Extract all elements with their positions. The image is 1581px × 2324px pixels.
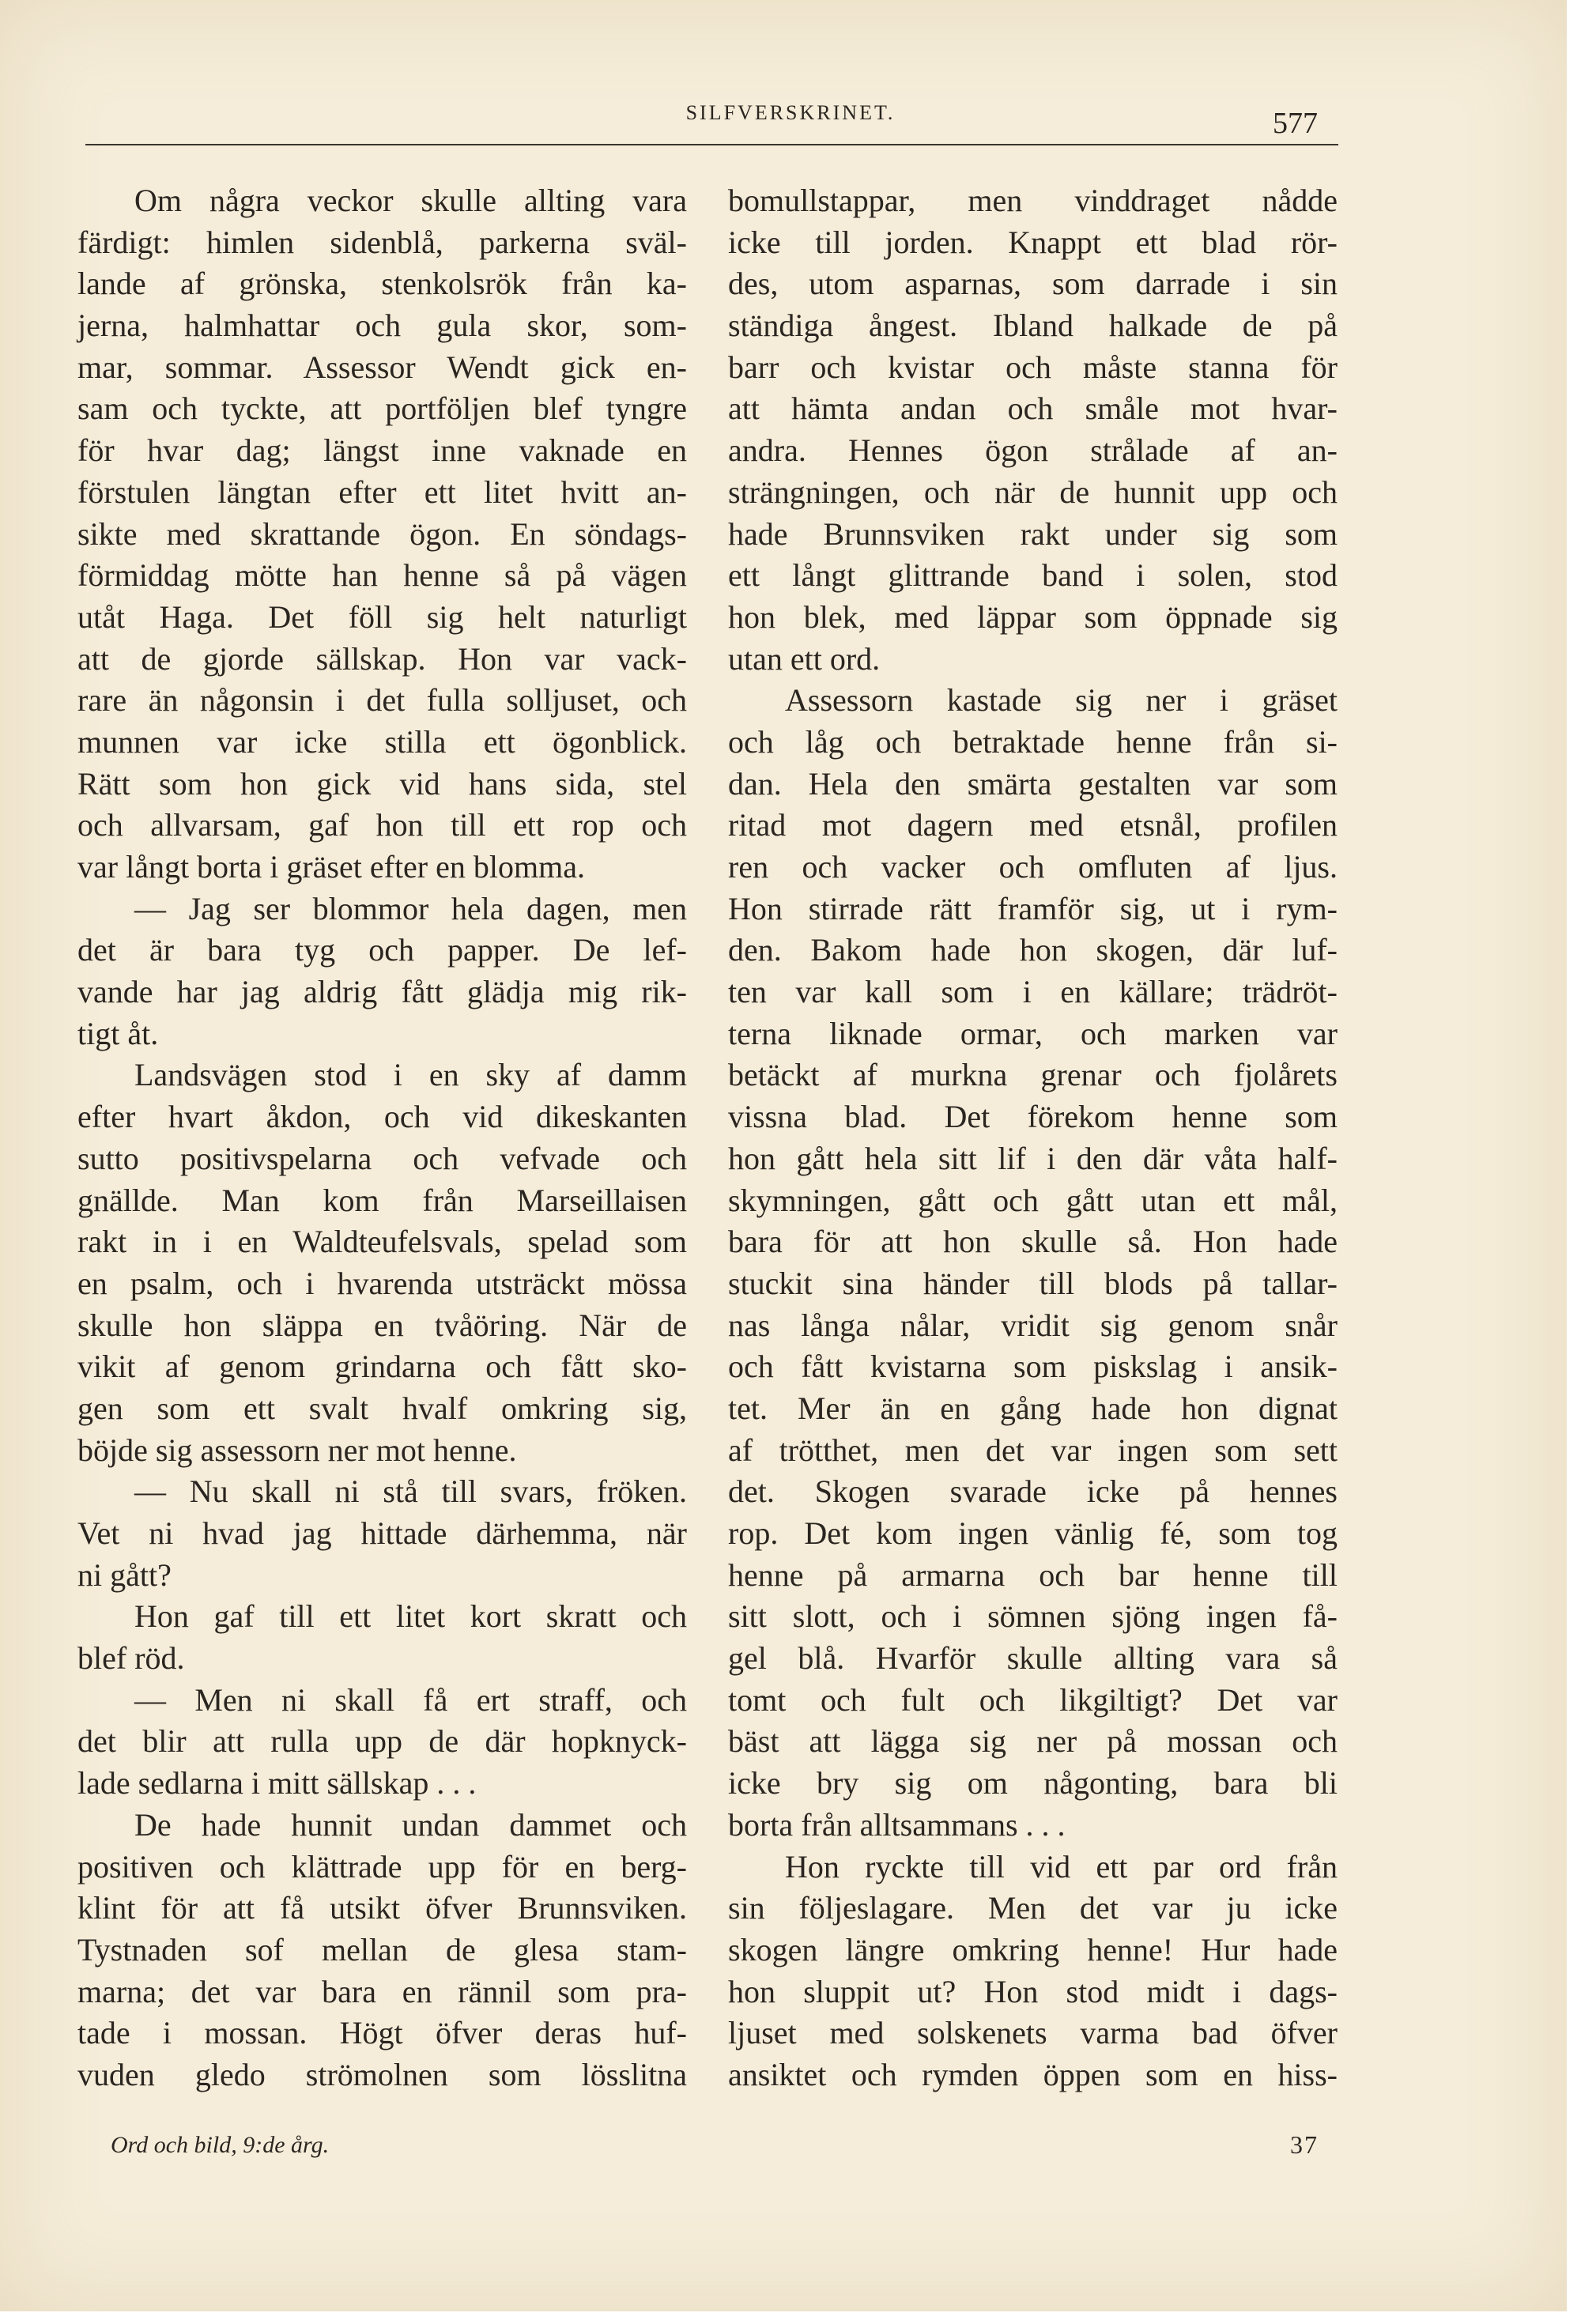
text-line: gen som ett svalt hvalf omkring sig, (77, 1390, 687, 1426)
text-line: hon blek, med läppar som öppnade sig (728, 598, 1338, 635)
text-line: den. Bakom hade hon skogen, där luf- (728, 932, 1338, 968)
text-line: bara för att hon skulle så. Hon hade (728, 1224, 1338, 1260)
text-line: sutto positivspelarna och vefvade och (77, 1140, 687, 1176)
text-line: gnällde. Man kom från Marseillaisen (77, 1182, 687, 1218)
footer-journal-signature: Ord och bild, 9:de årg. (111, 2132, 330, 2158)
text-line: betäckt af murkna grenar och fjolårets (728, 1057, 1338, 1093)
footer-sheet-number: 37 (1290, 2130, 1319, 2159)
text-line: strängningen, och när de hunnit upp och (728, 473, 1338, 510)
text-line: vuden gledo strömolnen som lösslitna (77, 2056, 687, 2092)
left-text-column (77, 180, 687, 2096)
text-line: ni gått? (77, 1556, 172, 1593)
text-line: — Men ni skall få ert straff, och (134, 1681, 687, 1718)
text-line: vande har jag aldrig fått glädja mig rik- (77, 974, 687, 1010)
text-line: Hon gaf till ett litet kort skratt och (134, 1598, 687, 1635)
text-line: tomt och fult och likgiltigt? Det var (728, 1681, 1338, 1718)
text-line: icke till jorden. Knappt ett blad rör- (728, 224, 1338, 260)
text-line: blef röd. (77, 1640, 185, 1677)
text-line: rakt in i en Waldteufelsvals, spelad som (77, 1224, 687, 1260)
right-text-column (728, 180, 1338, 2096)
text-line: det blir att rulla upp de där hopknyck- (77, 1723, 687, 1760)
text-line: sikte med skrattande ögon. En söndags- (77, 515, 687, 552)
text-line: borta från alltsammans . . . (728, 1806, 1066, 1843)
scan-margin-bottom (0, 2311, 1581, 2324)
text-line: — Nu skall ni stå till svars, fröken. (134, 1473, 687, 1510)
text-line: icke bry sig om någonting, bara bli (728, 1765, 1338, 1801)
header-rule (85, 144, 1338, 145)
text-line: och låg och betraktade henne från si- (728, 723, 1338, 760)
text-line: förstulen längtan efter ett litet hvitt an- (77, 473, 687, 510)
text-line: efter hvart åkdon, och vid dikeskanten (77, 1099, 687, 1135)
text-line: Rätt som hon gick vid hans sida, stel (77, 765, 687, 802)
text-line: utan ett ord. (728, 640, 881, 677)
text-line: henne på armarna och bar henne till (728, 1556, 1338, 1593)
text-line: Tystnaden sof mellan de glesa stam- (77, 1931, 687, 1967)
text-line: skulle hon släppa en tvåöring. När de (77, 1307, 687, 1343)
text-line: hon gått hela sitt lif i den där våta half- (728, 1140, 1338, 1176)
text-line: sin följeslagare. Men det var ju icke (728, 1890, 1338, 1926)
text-line: rop. Det kom ingen vänlig fé, som tog (728, 1515, 1338, 1551)
text-line: lade sedlarna i mitt sällskap . . . (77, 1765, 477, 1801)
text-line: bomullstappar, men vinddraget nådde (728, 183, 1338, 218)
text-line: marna; det var bara en rännil som pra- (77, 1973, 687, 2009)
page-number: 577 (1273, 107, 1318, 140)
text-line: hade Brunnsviken rakt under sig som (728, 515, 1338, 552)
running-head: SILFVERSKRINET. (685, 101, 896, 124)
text-line: att de gjorde sällskap. Hon var vack- (77, 640, 687, 677)
text-line: ritad mot dagern med etsnål, profilen (728, 807, 1338, 843)
text-line: förmiddag mötte han henne så på vägen (77, 557, 687, 594)
text-line: Om några veckor skulle allting vara (134, 183, 687, 218)
text-line: barr och kvistar och måste stanna för (728, 349, 1338, 385)
text-line: ansiktet och rymden öppen som en hiss- (728, 2056, 1338, 2092)
text-line: af trötthet, men det var ingen som sett (728, 1432, 1338, 1468)
text-line: och allvarsam, gaf hon till ett rop och (77, 807, 687, 843)
text-line: Assessorn kastade sig ner i gräset (785, 682, 1338, 719)
text-line: det är bara tyg och papper. De lef- (77, 932, 687, 968)
text-line: ten var kall som i en källare; trädröt- (728, 974, 1338, 1010)
text-line: böjde sig assessorn ner mot henne. (77, 1432, 517, 1468)
text-line: för hvar dag; längst inne vaknade en (77, 432, 687, 469)
text-line: att hämta andan och småle mot hvar- (728, 390, 1338, 427)
text-line: bäst att lägga sig ner på mossan och (728, 1723, 1338, 1760)
text-line: utåt Haga. Det föll sig helt naturligt (77, 598, 687, 635)
text-line: des, utom asparnas, som darrade i sin (728, 266, 1338, 302)
text-line: mar, sommar. Assessor Wendt gick en- (77, 349, 687, 385)
text-line: andra. Hennes ögon strålade af an- (728, 432, 1338, 469)
text-line: sitt slott, och i sömnen sjöng ingen få- (728, 1598, 1338, 1635)
scan-margin-right (1567, 0, 1581, 2324)
text-line: ren och vacker och omfluten af ljus. (728, 849, 1338, 885)
text-line: en psalm, och i hvarenda utsträckt mössa (77, 1265, 687, 1301)
text-line: positiven och klättrade upp för en berg- (77, 1848, 687, 1884)
text-line: nas långa nålar, vridit sig genom snår (728, 1307, 1338, 1343)
text-line: Landsvägen stod i en sky af damm (134, 1057, 687, 1093)
text-line: Vet ni hvad jag hittade därhemma, när (77, 1515, 687, 1551)
text-line: sam och tyckte, att portföljen blef tyngre (77, 390, 687, 427)
text-line: gel blå. Hvarför skulle allting vara så (728, 1640, 1338, 1677)
text-line: och fått kvistarna som piskslag i ansik- (728, 1349, 1338, 1385)
text-line: tet. Mer än en gång hade hon dignat (728, 1390, 1338, 1426)
text-line: terna liknade ormar, och marken var (728, 1015, 1338, 1051)
text-line: ständiga ångest. Ibland halkade de på (728, 307, 1338, 344)
text-line: rare än någonsin i det fulla solljuset, och (77, 682, 687, 719)
text-line: tade i mossan. Högt öfver deras huf- (77, 2015, 687, 2051)
text-line: hon sluppit ut? Hon stod midt i dags- (728, 1973, 1338, 2009)
text-line: klint för att få utsikt öfver Brunnsviken. (77, 1890, 687, 1926)
text-line: var långt borta i gräset efter en blomma. (77, 849, 585, 885)
text-line: dan. Hela den smärta gestalten var som (728, 765, 1338, 802)
text-line: stuckit sina händer till blods på tallar- (728, 1265, 1338, 1301)
text-line: Hon stirrade rätt framför sig, ut i rym- (728, 890, 1338, 926)
text-line: skymningen, gått och gått utan ett mål, (728, 1182, 1338, 1218)
text-line: jerna, halmhattar och gula skor, som- (77, 307, 687, 344)
text-line: färdigt: himlen sidenblå, parkerna sväl- (77, 224, 687, 260)
text-line: Hon ryckte till vid ett par ord från (785, 1848, 1338, 1884)
text-line: tigt åt. (77, 1015, 159, 1051)
text-line: De hade hunnit undan dammet och (134, 1806, 687, 1843)
text-line: skogen längre omkring henne! Hur hade (728, 1931, 1338, 1967)
text-line: — Jag ser blommor hela dagen, men (134, 890, 687, 926)
text-line: munnen var icke stilla ett ögonblick. (77, 723, 687, 760)
text-line: lande af grönska, stenkolsrök från ka- (77, 266, 687, 302)
text-line: vikit af genom grindarna och fått sko- (77, 1349, 687, 1385)
text-line: ett långt glittrande band i solen, stod (728, 557, 1338, 594)
text-line: ljuset med solskenets varma bad öfver (728, 2015, 1338, 2051)
text-line: vissna blad. Det förekom henne som (728, 1099, 1338, 1135)
text-line: det. Skogen svarade icke på hennes (728, 1473, 1338, 1510)
